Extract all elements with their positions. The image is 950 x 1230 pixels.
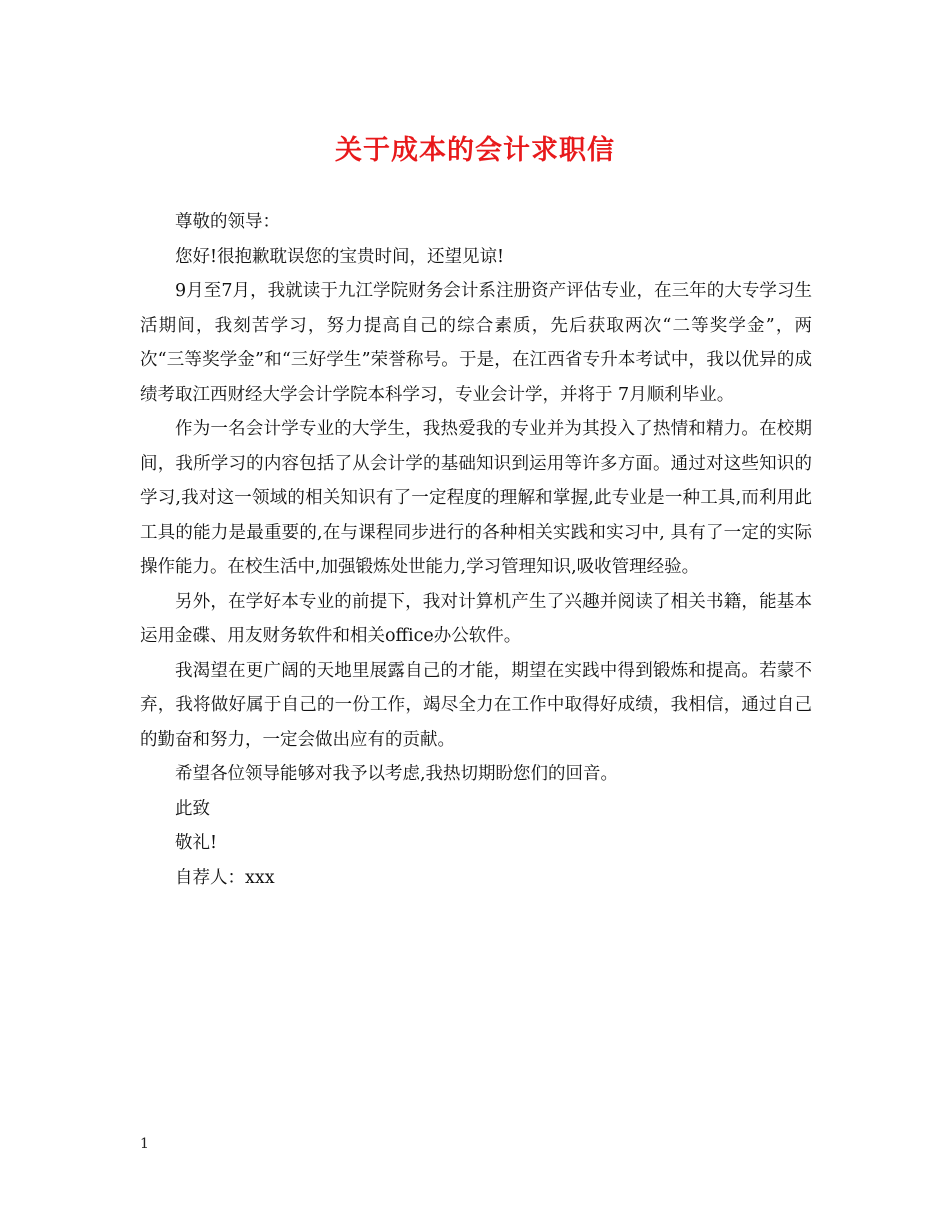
closing-line-1: 此致 — [175, 798, 210, 819]
document-title: 关于成本的会计求职信 — [335, 135, 615, 166]
closing-line-2: 敬礼! — [175, 833, 218, 853]
aspiration-paragraph: 我渴望在更广阔的天地里展露自己的才能，期望在实践中得到锻炼和提高。若蒙不弃，我将做好属于自己的一份工作，竭尽全力在工作中取得好成绩，我相信，通过自己的勤奋和努力，一定会做出应有的贡献。 — [140, 660, 812, 750]
letter-body — [140, 205, 812, 895]
request-paragraph: 希望各位领导能够对我予以考虑,我热切期盼您们的回音。 — [175, 764, 619, 784]
computer-skills-paragraph: 另外，在学好本专业的前提下，我对计算机产生了兴趣并阅读了相关书籍，能基本运用金碟、用友财务软件和相关office办公软件。 — [140, 591, 812, 646]
education-paragraph: 9月至7月，我就读于九江学院财务会计系注册资产评估专业，在三年的大专学习生活期间，我刻苦学习，努力提高自己的综合素质，先后获取两次“二等奖学金”，两次“三等奖学金”和“三好学生”荣誉称号。于是，在江西省专升本考试中，我以优异的成绩考取江西财经大学会计学院本科学习，专业会计学，并将于 7月顺利毕业。 — [140, 281, 812, 405]
page-number: 1 — [140, 1136, 149, 1152]
salutation: 尊敬的领导： — [175, 212, 280, 232]
signature-line: 自荐人：xxx — [175, 867, 275, 888]
major-paragraph: 作为一名会计学专业的大学生，我热爱我的专业并为其投入了热情和精力。在校期间，我所学习的内容包括了从会计学的基础知识到运用等许多方面。通过对这些知识的学习,我对这一领域的相关知识有了一定程度的理解和掌握,此专业是一种工具,而利用此工具的能力是最重要的,在与课程同步进行的各种相关实践和实习中, 具有了一定的实际操作能力。在校生活中,加强锻炼处世能力,学习管理知识,吸收管理经验。 — [140, 419, 812, 577]
greeting-paragraph: 您好!很抱歉耽误您的宝贵时间，还望见谅! — [175, 246, 505, 267]
